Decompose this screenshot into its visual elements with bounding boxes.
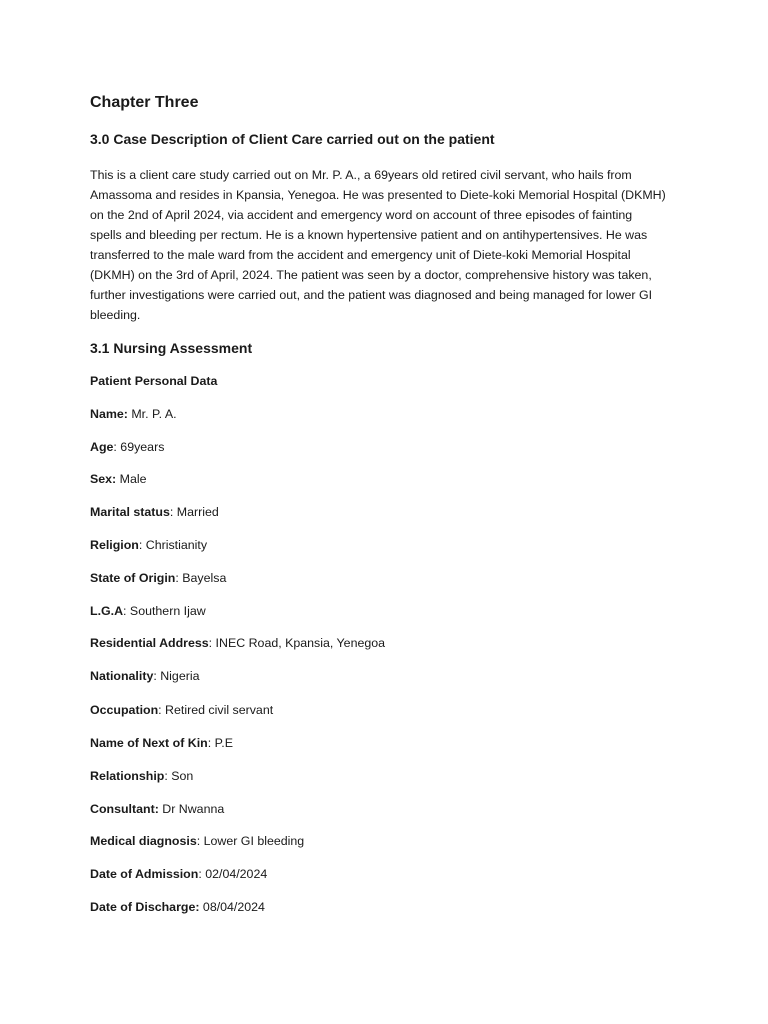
- field-date-of-admission: [90, 867, 267, 881]
- paragraph-line: spells and bleeding per rectum. He is a known hypertensive patient and on antihypertensives. He was: [90, 228, 648, 242]
- field-nationality: [90, 669, 199, 683]
- section-heading-nursing-assessment: 3.1 Nursing Assessment: [90, 340, 253, 356]
- field-label: Residential Address: [90, 636, 209, 650]
- field-lga: [90, 604, 206, 618]
- paragraph-line: (DKMH) on the 3rd of April, 2024. The patient was seen by a doctor, comprehensive history was taken,: [90, 268, 652, 282]
- field-sex: [90, 472, 147, 486]
- field-value: : Married: [169, 505, 219, 519]
- field-value: : INEC Road, Kpansia, Yenegoa: [208, 636, 386, 650]
- field-residential-address: [90, 636, 385, 650]
- paragraph-line: bleeding.: [90, 308, 141, 322]
- field-relationship: [90, 769, 193, 783]
- field-value: Male: [116, 472, 147, 486]
- field-value: Dr Nwanna: [158, 802, 225, 816]
- field-age: [90, 440, 164, 454]
- field-label: Marital status: [90, 505, 170, 519]
- case-description-paragraph: [90, 165, 680, 325]
- field-medical-diagnosis: [90, 834, 304, 848]
- paragraph-line: Amassoma and resides in Kpansia, Yenegoa. He was presented to Diete-koki Memorial Hospital (DKMH): [90, 188, 666, 202]
- field-label: Religion: [90, 538, 139, 552]
- field-label: Relationship: [90, 769, 165, 783]
- field-next-of-kin: [90, 736, 233, 750]
- field-date-of-discharge: [90, 900, 265, 914]
- personal-data-heading: Patient Personal Data: [90, 374, 218, 388]
- field-consultant: [90, 802, 224, 816]
- field-value: : P.E: [207, 736, 233, 750]
- field-label: Sex:: [90, 472, 117, 486]
- paragraph-line: transferred to the male ward from the accident and emergency unit of Diete-koki Memorial Hospital: [90, 248, 631, 262]
- field-label: Date of Admission: [90, 867, 199, 881]
- chapter-title: Chapter Three: [90, 94, 199, 111]
- field-label: Name:: [90, 407, 128, 421]
- field-label: Medical diagnosis: [90, 834, 197, 848]
- field-label: Consultant:: [90, 802, 159, 816]
- field-value: : Christianity: [138, 538, 208, 552]
- field-value: 08/04/2024: [199, 900, 265, 914]
- field-label: Date of Discharge:: [90, 900, 200, 914]
- field-state-of-origin: [90, 571, 226, 585]
- field-occupation: [90, 703, 273, 717]
- field-value: : Lower GI bleeding: [196, 834, 305, 848]
- field-value: : Southern Ijaw: [123, 604, 206, 618]
- field-value: : Retired civil servant: [158, 703, 274, 717]
- field-label: Nationality: [90, 669, 154, 683]
- field-marital-status: [90, 505, 219, 519]
- field-label: State of Origin: [90, 571, 176, 585]
- field-religion: [90, 538, 207, 552]
- field-label: Occupation: [90, 703, 159, 717]
- field-value: Mr. P. A.: [127, 407, 177, 421]
- field-name: [90, 407, 177, 421]
- field-label: Age: [90, 440, 114, 454]
- field-value: : 69years: [113, 440, 165, 454]
- field-label: L.G.A: [90, 604, 124, 618]
- field-value: : Nigeria: [153, 669, 200, 683]
- paragraph-line: further investigations were carried out, and the patient was diagnosed and being managed for lower GI: [90, 288, 653, 302]
- field-value: : Son: [164, 769, 194, 783]
- paragraph-line: on the 2nd of April 2024, via accident and emergency word on account of three episodes of fainting: [90, 208, 633, 222]
- paragraph-line: This is a client care study carried out on Mr. P. A., a 69years old retired civil servant, who hails from: [90, 168, 632, 182]
- section-heading-case-description: 3.0 Case Description of Client Care carried out on the patient: [90, 131, 495, 147]
- field-value: : 02/04/2024: [198, 867, 268, 881]
- field-value: : Bayelsa: [175, 571, 227, 585]
- field-label: Name of Next of Kin: [90, 736, 208, 750]
